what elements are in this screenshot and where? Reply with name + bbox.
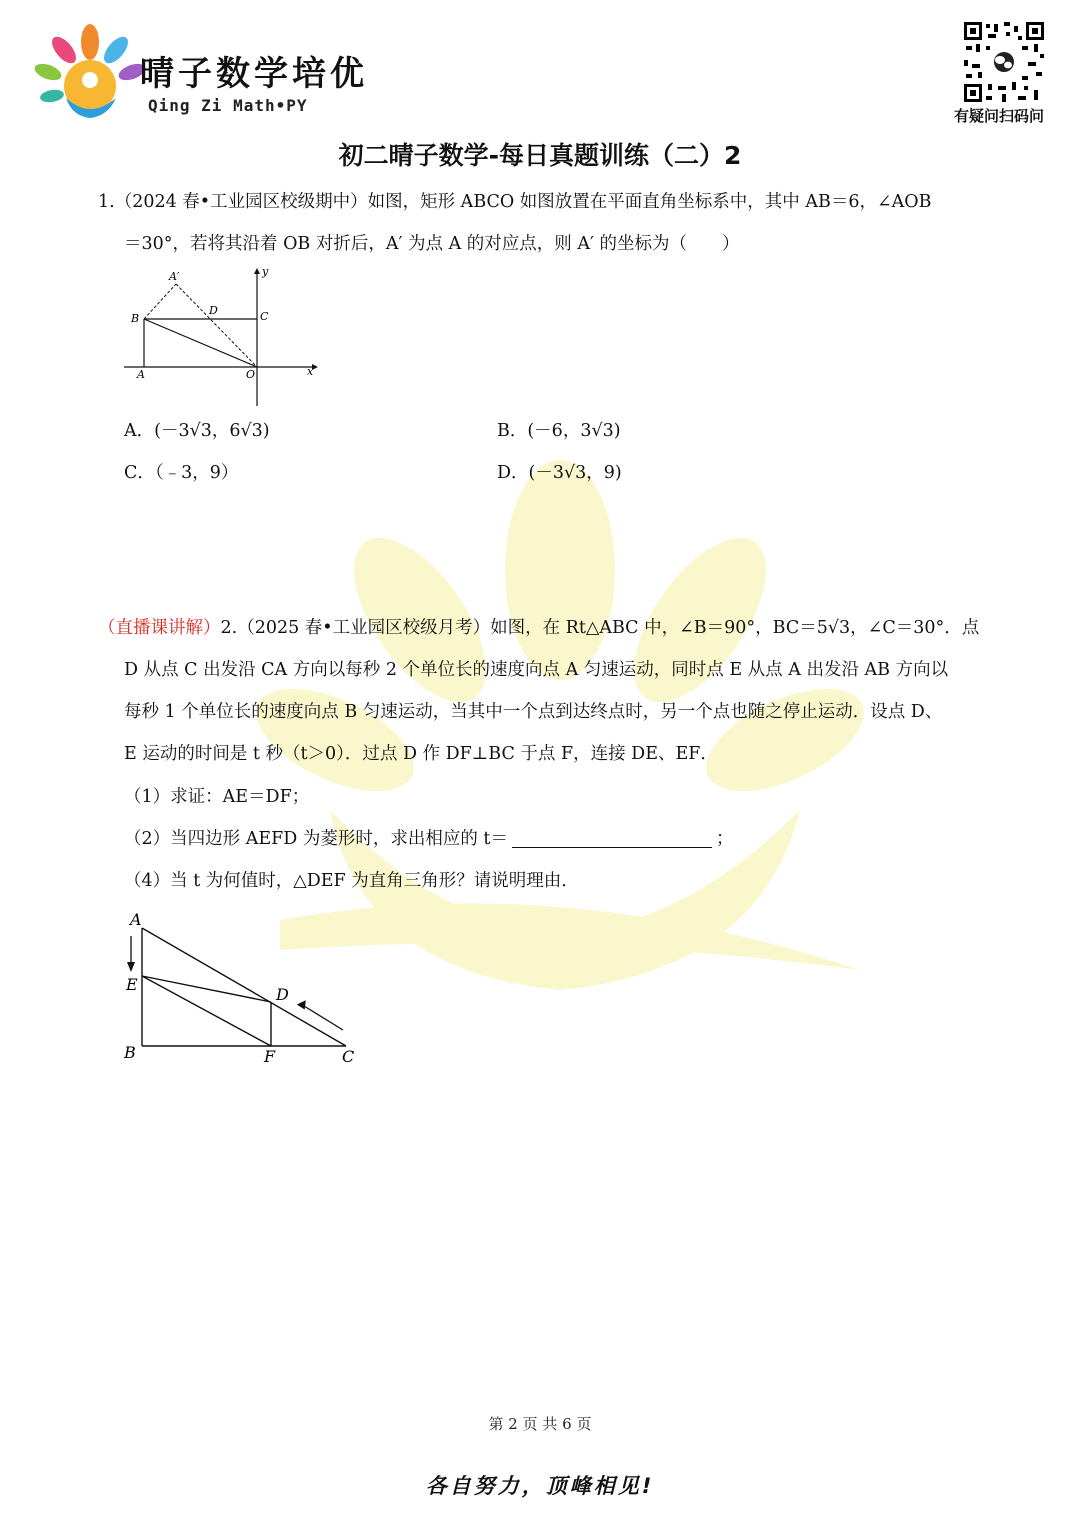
page-number: 第 2 页 共 6 页 <box>488 1415 592 1433</box>
q2-part4: （4）当 t 为何值时，△DEF 为直角三角形？请说明理由． <box>124 871 579 891</box>
q2-label-c: C <box>342 1047 355 1066</box>
q2-part1: （1）求证：AE＝DF； <box>124 787 310 807</box>
q2-label-f: F <box>264 1047 276 1066</box>
q2-label-e: E <box>126 975 138 994</box>
q1-label-b: B <box>131 312 140 325</box>
q2-line3: 每秒 1 个单位长的速度向点 B 匀速运动，当其中一个点到达终点时，另一个点也随之停止运动．设点 D、 <box>124 702 943 722</box>
q2-answer-blank[interactable] <box>512 829 712 848</box>
q1-label-o: O <box>246 368 256 381</box>
q2-part2-text: （2）当四边形 AEFD 为菱形时，求出相应的 t＝ <box>124 829 508 849</box>
brand-name-cn: 晴子数学培优 <box>140 54 368 94</box>
q1-label-c: C <box>260 310 269 323</box>
brand-logo-icon <box>30 20 150 125</box>
qr-code-icon[interactable] <box>962 20 1046 104</box>
page-title: 初二晴子数学-每日真题训练（二）2 <box>338 141 742 170</box>
q1-figure <box>120 262 320 408</box>
qr-caption: 有疑问扫码问 <box>954 107 1045 125</box>
q2-part2-end: ； <box>715 829 734 849</box>
q1-label-a-prime: A′ <box>169 270 180 283</box>
q2-arrow-up-icon <box>297 1000 309 1011</box>
q1-label-x: x <box>307 365 314 378</box>
q1-option-c: C．（﹣3，9） <box>124 463 239 483</box>
q2-part2 <box>124 829 733 850</box>
footer-slogan: 各自努力，顶峰相见! <box>425 1474 655 1498</box>
q2-arrow-down-icon <box>127 962 135 972</box>
q1-option-d: D．(－3√3，9) <box>497 463 622 483</box>
q1-label-a: A <box>137 368 145 381</box>
q2-label-b: B <box>124 1043 136 1062</box>
q1-line1: 1.（2024 春•工业园区校级期中）如图，矩形 ABCO 如图放置在平面直角坐标系中，其中 AB＝6，∠AOB <box>98 192 932 212</box>
q2-line1 <box>98 618 979 639</box>
q2-line1-text: 2.（2025 春•工业园区校级月考）如图，在 Rt△ABC 中，∠B＝90°，BC＝5√3，∠C＝30°．点 <box>220 618 980 638</box>
brand-name-en: Qing Zi Math•PY <box>148 96 308 115</box>
q2-line2: D 从点 C 出发沿 CA 方向以每秒 2 个单位长的速度向点 A 匀速运动，同时点 E 从点 A 出发沿 AB 方向以 <box>124 660 949 680</box>
q2-live-tag: （直播课讲解） <box>98 618 221 638</box>
q2-line4: E 运动的时间是 t 秒（t＞0）．过点 D 作 DF⊥BC 于点 F，连接 DE、EF． <box>124 744 718 764</box>
q1-label-y: y <box>262 265 269 278</box>
q1-label-d: D <box>209 304 218 317</box>
q2-label-d: D <box>276 985 289 1004</box>
q1-option-b: B．(－6，3√3) <box>497 421 621 441</box>
q2-label-a: A <box>130 910 142 929</box>
q1-line2: ＝30°，若将其沿着 OB 对折后，A′ 为点 A 的对应点，则 A′ 的坐标为（ ） <box>124 234 740 254</box>
q2-figure <box>118 906 368 1068</box>
q1-option-a: A．(－3√3，6√3) <box>124 421 270 441</box>
